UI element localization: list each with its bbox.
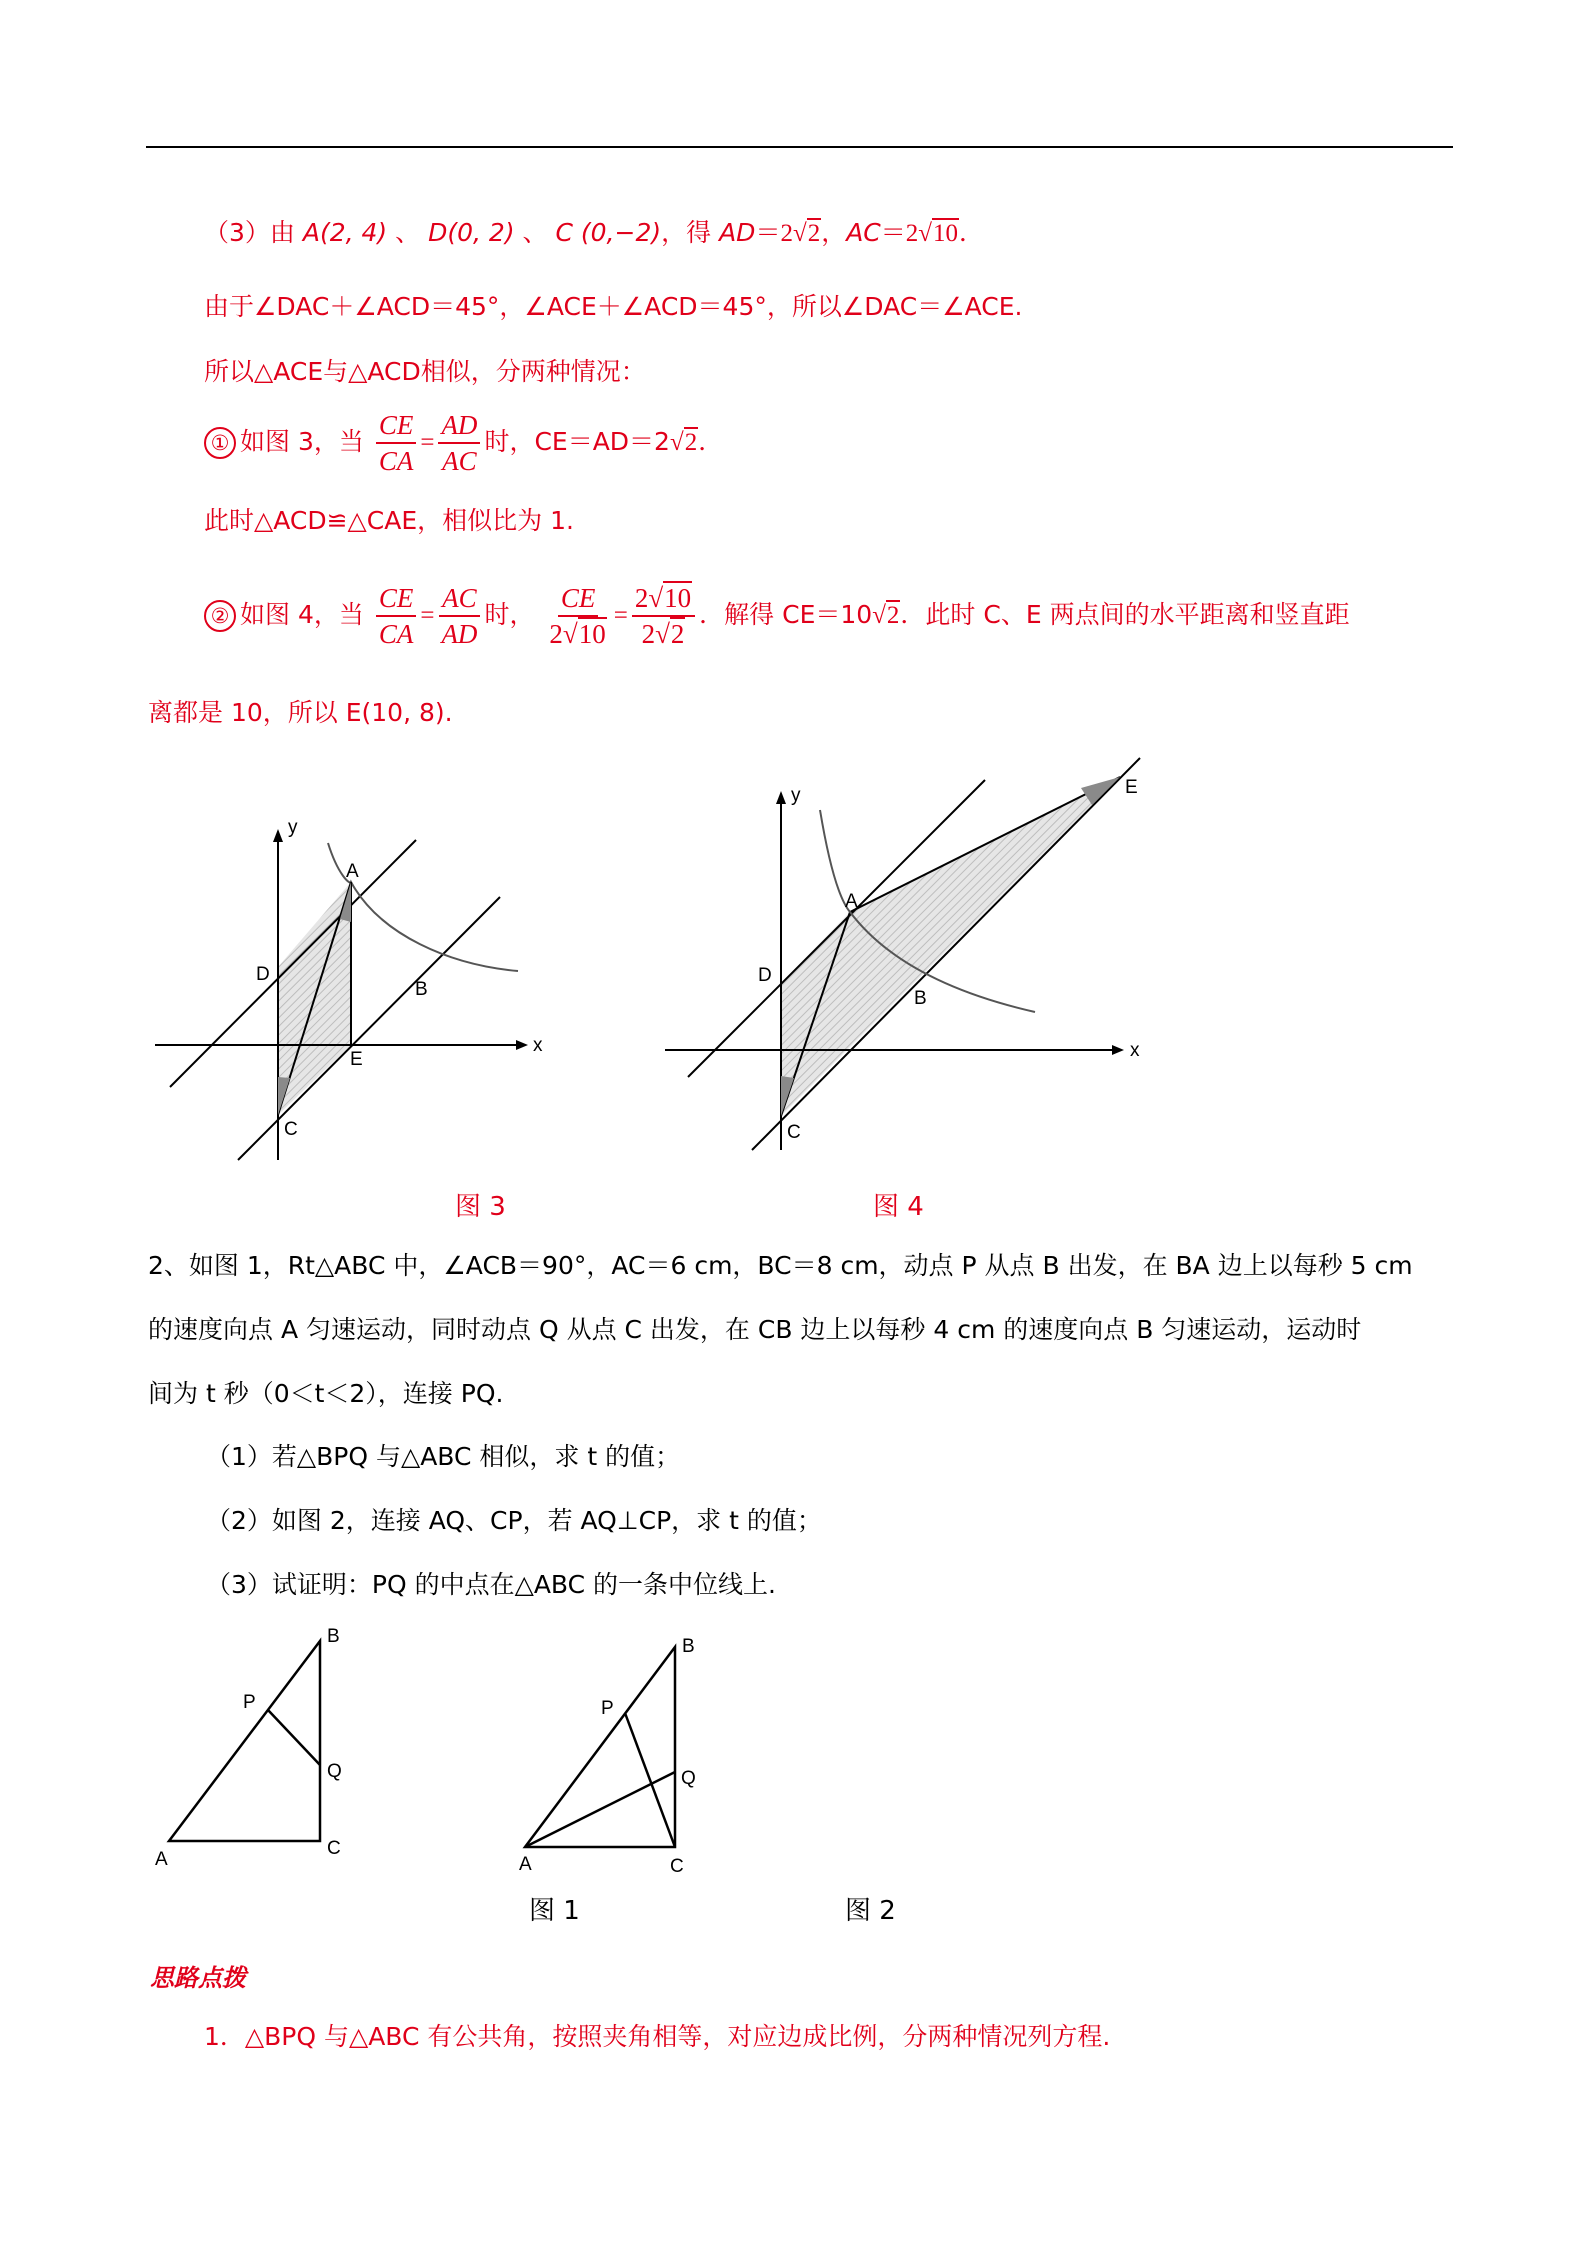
label-b: B: [415, 979, 428, 1000]
label-q: Q: [681, 1768, 696, 1789]
label-x: x: [1130, 1040, 1140, 1061]
text: ．: [959, 218, 985, 247]
radicand: 2: [886, 602, 900, 629]
text: 时，CE＝AD＝2: [484, 427, 670, 456]
text: ．解得 CE＝10: [699, 600, 873, 629]
label-a: A: [155, 1849, 168, 1870]
label-d: D: [256, 964, 270, 985]
label-e: E: [350, 1049, 363, 1070]
problem-2-line-1: 2、如图 1，Rt△ABC 中，∠ACB＝90°，AC＝6 cm，BC＝8 cm，动点 P 从点 B 出发，在 BA 边上以每秒 5 cm: [148, 1251, 1413, 1280]
denominator: CA: [378, 619, 414, 649]
equals: =: [420, 602, 435, 629]
label-a: A: [519, 1854, 532, 1875]
radicand: 10: [933, 220, 959, 247]
case-2-conclusion: 离都是 10，所以 E(10, 8).: [148, 698, 453, 727]
y-axis-arrow: [776, 791, 786, 804]
question-3: （3）试证明：PQ 的中点在△ABC 的一条中位线上.: [206, 1570, 776, 1599]
triangle-abc: [525, 1647, 675, 1847]
numerator: AD: [438, 409, 480, 444]
point-c: C (0,−2): [555, 218, 662, 247]
denominator: AD: [441, 619, 478, 649]
numerator: AC: [439, 582, 480, 617]
denominator: 2√2: [641, 619, 685, 649]
label-c: C: [787, 1122, 801, 1143]
fraction: [438, 409, 480, 477]
label-b: B: [327, 1626, 340, 1647]
question-1: （1）若△BPQ 与△ABC 相似，求 t 的值；: [206, 1442, 681, 1471]
text: 、: [522, 218, 548, 247]
text: ．此时 C、E 两点间的水平距离和竖直距: [900, 600, 1350, 629]
figure-4: [660, 750, 1160, 1160]
fraction: [376, 409, 417, 477]
label-b: B: [914, 988, 927, 1009]
point-d: D(0, 2): [428, 218, 515, 247]
label-a: A: [346, 861, 359, 882]
segment-aq: [525, 1772, 675, 1847]
segment-cp: [625, 1713, 675, 1847]
fraction: [632, 582, 695, 650]
radicand: 2: [807, 220, 821, 247]
hint-line-1: 1．△BPQ 与△ABC 有公共角，按照夹角相等，对应边成比例，分两种情况列方程.: [204, 2022, 1111, 2051]
case-2-line: [204, 577, 1350, 653]
equals: =: [420, 429, 435, 456]
point-a: A(2, 4): [302, 218, 388, 247]
solution-line-3: 所以△ACE与△ACD相似，分两种情况：: [204, 357, 646, 386]
solution-line-1: [204, 213, 984, 254]
text: ．: [698, 427, 724, 456]
text: ＝2: [880, 220, 919, 247]
coefficient: 2: [641, 619, 656, 649]
denominator: 2√10: [549, 619, 606, 649]
segment-pq: [268, 1710, 320, 1765]
coefficient: 2: [634, 583, 649, 613]
figure-1-caption: 图 1: [529, 1896, 580, 1926]
text: 如图 4，当: [240, 600, 364, 629]
numerator: 2√10: [632, 582, 695, 617]
label-y: y: [288, 817, 298, 838]
sqrt: √2: [792, 220, 821, 247]
radicand: 2: [684, 429, 698, 456]
question-2: （2）如图 2，连接 AQ、CP，若 AQ⊥CP，求 t 的值；: [206, 1506, 822, 1535]
label-c: C: [284, 1119, 298, 1140]
label-c: C: [327, 1838, 341, 1859]
text: （3）由: [204, 218, 303, 247]
label-x: x: [533, 1035, 543, 1056]
text: 时，: [484, 600, 535, 629]
fraction: [438, 582, 480, 650]
radicand: 10: [578, 619, 606, 649]
header-rule: [146, 146, 1453, 148]
sqrt: √2: [872, 602, 900, 629]
numerator: CE: [558, 582, 599, 617]
label-p: P: [601, 1698, 614, 1719]
label-a: A: [845, 891, 858, 912]
segment-ad: AD: [719, 218, 756, 247]
case-1-conclusion: 此时△ACD≌△CAE，相似比为 1.: [204, 506, 574, 535]
text: ，得: [661, 218, 720, 247]
x-axis-arrow: [1112, 1045, 1124, 1055]
solution-line-2: 由于∠DAC＋∠ACD＝45°，∠ACE＋∠ACD＝45°，所以∠DAC＝∠ACE.: [204, 292, 1023, 321]
figure-2: [505, 1630, 735, 1890]
text: ＝2: [755, 220, 793, 247]
problem-2-line-3: 间为 t 秒（0＜t＜2），连接 PQ.: [148, 1379, 504, 1408]
sqrt: √10: [918, 220, 959, 247]
denominator: CA: [378, 446, 414, 476]
figure-3-caption: 图 3: [455, 1192, 506, 1222]
sqrt: √2: [669, 429, 698, 456]
circled-number: ②: [204, 600, 236, 632]
numerator: CE: [376, 409, 417, 444]
radicand: 2: [670, 619, 685, 649]
label-d: D: [758, 965, 772, 986]
fraction: [546, 582, 609, 650]
circled-number: ①: [204, 427, 236, 459]
problem-2-line-2: 的速度向点 A 匀速运动，同时动点 Q 从点 C 出发，在 CB 边上以每秒 4 cm 的速度向点 B 匀速运动，运动时: [148, 1315, 1362, 1344]
hint-heading: 思路点拨: [150, 1963, 246, 1992]
figure-2-caption: 图 2: [845, 1896, 896, 1926]
label-p: P: [243, 1692, 256, 1713]
equals: =: [613, 602, 628, 629]
label-b: B: [682, 1636, 695, 1657]
text: 、: [395, 218, 421, 247]
denominator: AC: [442, 446, 477, 476]
text: ，: [821, 218, 847, 247]
figure-3: [150, 815, 550, 1165]
figure-4-caption: 图 4: [873, 1192, 924, 1222]
radicand: 10: [664, 583, 692, 613]
x-axis-arrow: [516, 1040, 528, 1050]
coefficient: 2: [549, 619, 563, 649]
case-1-line: [204, 407, 723, 478]
fraction: [376, 582, 417, 650]
text: 如图 3，当: [240, 427, 364, 456]
numerator: CE: [376, 582, 417, 617]
label-y: y: [791, 785, 801, 806]
label-c: C: [670, 1856, 684, 1877]
figure-1: [145, 1620, 375, 1880]
label-q: Q: [327, 1761, 342, 1782]
y-axis-arrow: [273, 829, 283, 842]
segment-ac: AC: [846, 218, 881, 247]
label-e: E: [1125, 777, 1138, 798]
